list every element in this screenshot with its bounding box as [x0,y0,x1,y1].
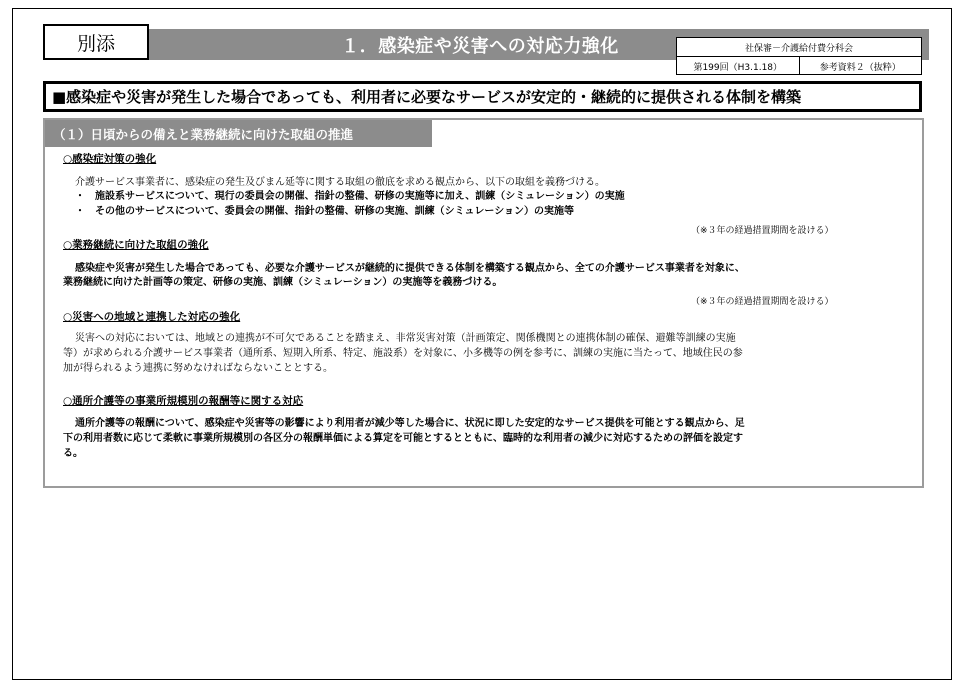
section-line: る。 [63,448,83,459]
section-heading-infection: ○感染症対策の強化 [63,153,157,165]
section-line: 介護サービス事業者に、感染症の発生及びまん延等に関する取組の徹底を求める観点から、以下の取組を義務づける。 [75,177,605,188]
meta-row [677,57,921,75]
section-line: 災害への対応においては、地域との連携が不可欠であることを踏まえ、非常災害対策（計画策定、関係機関との連携体制の確保、避難等訓練の実施 [75,333,736,344]
meta-session: 第199回（H3.1.18） [693,62,783,73]
meta-reference: 参考資料２（抜粋） [799,57,922,75]
transition-note: （※３年の経過措置期間を設ける） [691,297,834,307]
summary-banner: ■感染症や災害が発生した場合であっても、利用者に必要なサービスが安定的・継続的に提供される体制を構築 [43,81,922,112]
meta-committee: 社保審－介護給付費分科会 [677,38,921,57]
reference-meta-box [676,37,922,75]
attachment-label: 別添 [43,24,149,60]
section-line: 下の利用者数に応じて柔軟に事業所規模別の各区分の報酬単価による算定を可能とするとともに、臨時的な利用者の減少に対応するための評価を設定す [63,433,743,444]
section-line: ・ その他のサービスについて、委員会の開催、指針の整備、研修の実施、訓練（シミュレーション）の実施等 [75,206,574,217]
section-line: ・ 施設系サービスについて、現行の委員会の開催、指針の整備、研修の実施等に加え、訓練（シミュレーション）の実施 [75,191,625,202]
section-line: 業務継続に向けた計画等の策定、研修の実施、訓練（シミュレーション）の実施等を義務づける。 [63,277,503,288]
page-title: １．感染症や災害への対応力強化 [341,35,619,57]
section-heading-disaster: ○災害への地域と連携した対応の強化 [63,311,241,323]
panel-tab-label: （１）日頃からの備えと業務継続に向けた取組の推進 [45,120,432,147]
section-line: 感染症や災害が発生した場合であっても、必要な介護サービスが継続的に提供できる体制を構築する観点から、全ての介護サービス事業者を対象に、 [75,263,745,274]
section-line: 加が得られるよう連携に努めなければならないこととする。 [63,363,333,374]
section-line: 等）が求められる介護サービス事業者（通所系、短期入所系、特定、施設系）を対象に、小多機等の例を参考に、訓練の実施に当たって、地域住民の参 [63,348,743,359]
content-panel [43,118,924,488]
section-heading-bcp: ○業務継続に向けた取組の強化 [63,239,209,251]
transition-note: （※３年の経過措置期間を設ける） [691,226,834,236]
section-line: 通所介護等の報酬について、感染症や災害等の影響により利用者が減少等した場合に、状況に即した安定的なサービス提供を可能とする観点から、足 [75,418,745,429]
section-heading-daycare-fees: ○通所介護等の事業所規模別の報酬等に関する対応 [63,395,304,407]
